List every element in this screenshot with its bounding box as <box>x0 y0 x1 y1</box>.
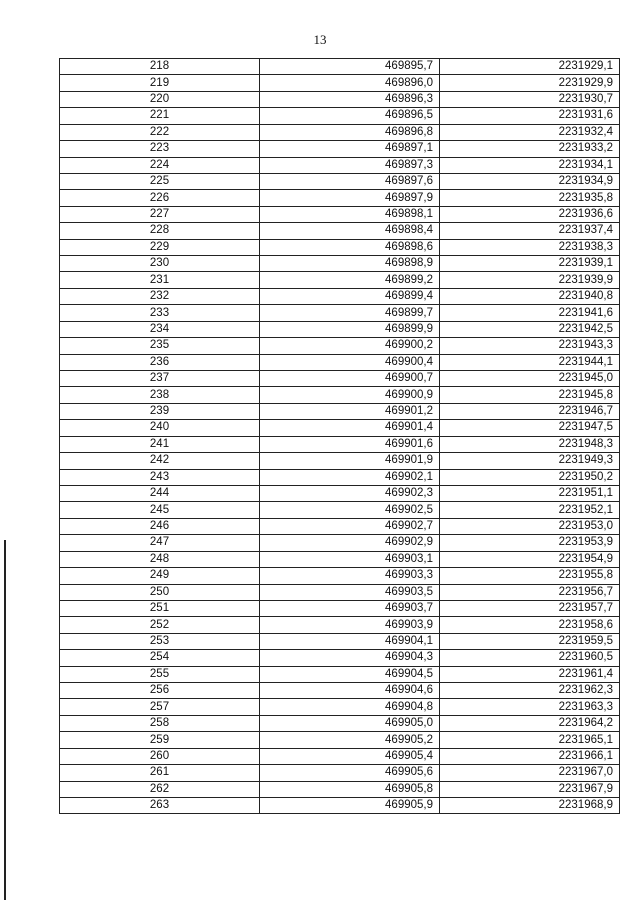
y-coordinate-cell: 2231954,9 <box>440 551 620 567</box>
x-coordinate-cell: 469902,9 <box>260 535 440 551</box>
y-coordinate-cell: 2231949,3 <box>440 453 620 469</box>
table-row <box>60 223 620 239</box>
table-row <box>60 551 620 567</box>
y-coordinate-cell: 2231952,1 <box>440 502 620 518</box>
y-coordinate-cell: 2231945,0 <box>440 371 620 387</box>
y-coordinate-cell: 2231953,0 <box>440 518 620 534</box>
point-number-cell: 240 <box>60 420 260 436</box>
y-coordinate-cell: 2231940,8 <box>440 288 620 304</box>
y-coordinate-cell: 2231942,5 <box>440 321 620 337</box>
table-row <box>60 190 620 206</box>
x-coordinate-cell: 469903,9 <box>260 617 440 633</box>
point-number-cell: 243 <box>60 469 260 485</box>
y-coordinate-cell: 2231945,8 <box>440 387 620 403</box>
y-coordinate-cell: 2231939,9 <box>440 272 620 288</box>
point-number-cell: 245 <box>60 502 260 518</box>
x-coordinate-cell: 469900,4 <box>260 354 440 370</box>
point-number-cell: 227 <box>60 206 260 222</box>
table-row <box>60 173 620 189</box>
x-coordinate-cell: 469897,6 <box>260 173 440 189</box>
point-number-cell: 222 <box>60 124 260 140</box>
point-number-cell: 256 <box>60 683 260 699</box>
y-coordinate-cell: 2231933,2 <box>440 141 620 157</box>
x-coordinate-cell: 469898,6 <box>260 239 440 255</box>
x-coordinate-cell: 469903,1 <box>260 551 440 567</box>
table-row <box>60 75 620 91</box>
x-coordinate-cell: 469895,7 <box>260 59 440 75</box>
x-coordinate-cell: 469896,0 <box>260 75 440 91</box>
table-row <box>60 206 620 222</box>
y-coordinate-cell: 2231934,9 <box>440 173 620 189</box>
x-coordinate-cell: 469899,4 <box>260 288 440 304</box>
x-coordinate-cell: 469900,2 <box>260 338 440 354</box>
y-coordinate-cell: 2231957,7 <box>440 600 620 616</box>
table-row <box>60 321 620 337</box>
point-number-cell: 226 <box>60 190 260 206</box>
point-number-cell: 255 <box>60 666 260 682</box>
y-coordinate-cell: 2231934,1 <box>440 157 620 173</box>
coordinates-table <box>59 58 620 814</box>
x-coordinate-cell: 469901,2 <box>260 403 440 419</box>
table-row <box>60 732 620 748</box>
table-row <box>60 469 620 485</box>
x-coordinate-cell: 469899,2 <box>260 272 440 288</box>
x-coordinate-cell: 469904,5 <box>260 666 440 682</box>
point-number-cell: 252 <box>60 617 260 633</box>
table-row <box>60 699 620 715</box>
point-number-cell: 232 <box>60 288 260 304</box>
x-coordinate-cell: 469897,3 <box>260 157 440 173</box>
table-row <box>60 124 620 140</box>
x-coordinate-cell: 469897,1 <box>260 141 440 157</box>
y-coordinate-cell: 2231963,3 <box>440 699 620 715</box>
x-coordinate-cell: 469902,7 <box>260 518 440 534</box>
table-row <box>60 354 620 370</box>
table-row <box>60 91 620 107</box>
x-coordinate-cell: 469905,9 <box>260 797 440 813</box>
table-row <box>60 535 620 551</box>
point-number-cell: 228 <box>60 223 260 239</box>
x-coordinate-cell: 469900,9 <box>260 387 440 403</box>
x-coordinate-cell: 469897,9 <box>260 190 440 206</box>
y-coordinate-cell: 2231961,4 <box>440 666 620 682</box>
y-coordinate-cell: 2231958,6 <box>440 617 620 633</box>
point-number-cell: 246 <box>60 518 260 534</box>
x-coordinate-cell: 469896,5 <box>260 108 440 124</box>
table-row <box>60 797 620 813</box>
table-row <box>60 436 620 452</box>
y-coordinate-cell: 2231955,8 <box>440 568 620 584</box>
y-coordinate-cell: 2231964,2 <box>440 715 620 731</box>
point-number-cell: 253 <box>60 633 260 649</box>
table-row <box>60 650 620 666</box>
x-coordinate-cell: 469896,3 <box>260 91 440 107</box>
table-row <box>60 387 620 403</box>
y-coordinate-cell: 2231962,3 <box>440 683 620 699</box>
table-row <box>60 256 620 272</box>
table-row <box>60 748 620 764</box>
point-number-cell: 244 <box>60 485 260 501</box>
y-coordinate-cell: 2231967,0 <box>440 765 620 781</box>
point-number-cell: 262 <box>60 781 260 797</box>
y-coordinate-cell: 2231930,7 <box>440 91 620 107</box>
table-row <box>60 453 620 469</box>
table-row <box>60 141 620 157</box>
table-row <box>60 420 620 436</box>
table-row <box>60 239 620 255</box>
y-coordinate-cell: 2231966,1 <box>440 748 620 764</box>
point-number-cell: 220 <box>60 91 260 107</box>
page-number: 13 <box>313 32 327 47</box>
table-row <box>60 288 620 304</box>
point-number-cell: 263 <box>60 797 260 813</box>
table-row <box>60 781 620 797</box>
y-coordinate-cell: 2231941,6 <box>440 305 620 321</box>
y-coordinate-cell: 2231960,5 <box>440 650 620 666</box>
point-number-cell: 237 <box>60 371 260 387</box>
x-coordinate-cell: 469902,5 <box>260 502 440 518</box>
point-number-cell: 238 <box>60 387 260 403</box>
table-row <box>60 305 620 321</box>
x-coordinate-cell: 469902,1 <box>260 469 440 485</box>
x-coordinate-cell: 469905,0 <box>260 715 440 731</box>
point-number-cell: 250 <box>60 584 260 600</box>
x-coordinate-cell: 469905,4 <box>260 748 440 764</box>
x-coordinate-cell: 469898,9 <box>260 256 440 272</box>
y-coordinate-cell: 2231965,1 <box>440 732 620 748</box>
point-number-cell: 247 <box>60 535 260 551</box>
y-coordinate-cell: 2231929,9 <box>440 75 620 91</box>
y-coordinate-cell: 2231932,4 <box>440 124 620 140</box>
point-number-cell: 221 <box>60 108 260 124</box>
point-number-cell: 230 <box>60 256 260 272</box>
y-coordinate-cell: 2231956,7 <box>440 584 620 600</box>
y-coordinate-cell: 2231943,3 <box>440 338 620 354</box>
y-coordinate-cell: 2231951,1 <box>440 485 620 501</box>
y-coordinate-cell: 2231937,4 <box>440 223 620 239</box>
point-number-cell: 242 <box>60 453 260 469</box>
x-coordinate-cell: 469899,7 <box>260 305 440 321</box>
point-number-cell: 249 <box>60 568 260 584</box>
point-number-cell: 233 <box>60 305 260 321</box>
table-row <box>60 338 620 354</box>
y-coordinate-cell: 2231968,9 <box>440 797 620 813</box>
table-row <box>60 403 620 419</box>
x-coordinate-cell: 469905,8 <box>260 781 440 797</box>
x-coordinate-cell: 469898,4 <box>260 223 440 239</box>
table-row <box>60 633 620 649</box>
y-coordinate-cell: 2231953,9 <box>440 535 620 551</box>
table-row <box>60 715 620 731</box>
table-row <box>60 272 620 288</box>
y-coordinate-cell: 2231935,8 <box>440 190 620 206</box>
table-row <box>60 765 620 781</box>
x-coordinate-cell: 469904,6 <box>260 683 440 699</box>
point-number-cell: 236 <box>60 354 260 370</box>
point-number-cell: 235 <box>60 338 260 354</box>
table-row <box>60 584 620 600</box>
y-coordinate-cell: 2231939,1 <box>440 256 620 272</box>
x-coordinate-cell: 469896,8 <box>260 124 440 140</box>
point-number-cell: 234 <box>60 321 260 337</box>
table-row <box>60 568 620 584</box>
point-number-cell: 257 <box>60 699 260 715</box>
point-number-cell: 239 <box>60 403 260 419</box>
y-coordinate-cell: 2231931,6 <box>440 108 620 124</box>
table-row <box>60 600 620 616</box>
x-coordinate-cell: 469898,1 <box>260 206 440 222</box>
point-number-cell: 260 <box>60 748 260 764</box>
y-coordinate-cell: 2231929,1 <box>440 59 620 75</box>
table-row <box>60 518 620 534</box>
point-number-cell: 231 <box>60 272 260 288</box>
point-number-cell: 218 <box>60 59 260 75</box>
x-coordinate-cell: 469901,4 <box>260 420 440 436</box>
y-coordinate-cell: 2231950,2 <box>440 469 620 485</box>
point-number-cell: 223 <box>60 141 260 157</box>
table-row <box>60 485 620 501</box>
x-coordinate-cell: 469899,9 <box>260 321 440 337</box>
y-coordinate-cell: 2231967,9 <box>440 781 620 797</box>
table-row <box>60 108 620 124</box>
x-coordinate-cell: 469904,1 <box>260 633 440 649</box>
point-number-cell: 229 <box>60 239 260 255</box>
x-coordinate-cell: 469904,3 <box>260 650 440 666</box>
table-row <box>60 502 620 518</box>
scan-margin-line <box>4 540 6 900</box>
x-coordinate-cell: 469903,7 <box>260 600 440 616</box>
table-row <box>60 666 620 682</box>
point-number-cell: 258 <box>60 715 260 731</box>
x-coordinate-cell: 469905,6 <box>260 765 440 781</box>
table-row <box>60 683 620 699</box>
x-coordinate-cell: 469904,8 <box>260 699 440 715</box>
x-coordinate-cell: 469903,5 <box>260 584 440 600</box>
x-coordinate-cell: 469903,3 <box>260 568 440 584</box>
x-coordinate-cell: 469902,3 <box>260 485 440 501</box>
table-row <box>60 371 620 387</box>
y-coordinate-cell: 2231936,6 <box>440 206 620 222</box>
point-number-cell: 261 <box>60 765 260 781</box>
x-coordinate-cell: 469900,7 <box>260 371 440 387</box>
x-coordinate-cell: 469901,9 <box>260 453 440 469</box>
x-coordinate-cell: 469905,2 <box>260 732 440 748</box>
point-number-cell: 251 <box>60 600 260 616</box>
y-coordinate-cell: 2231948,3 <box>440 436 620 452</box>
table-row <box>60 617 620 633</box>
y-coordinate-cell: 2231947,5 <box>440 420 620 436</box>
table-row <box>60 59 620 75</box>
point-number-cell: 248 <box>60 551 260 567</box>
point-number-cell: 254 <box>60 650 260 666</box>
y-coordinate-cell: 2231944,1 <box>440 354 620 370</box>
point-number-cell: 225 <box>60 173 260 189</box>
point-number-cell: 219 <box>60 75 260 91</box>
table-row <box>60 157 620 173</box>
y-coordinate-cell: 2231959,5 <box>440 633 620 649</box>
point-number-cell: 241 <box>60 436 260 452</box>
x-coordinate-cell: 469901,6 <box>260 436 440 452</box>
coordinates-table-body <box>60 59 620 814</box>
y-coordinate-cell: 2231946,7 <box>440 403 620 419</box>
point-number-cell: 224 <box>60 157 260 173</box>
y-coordinate-cell: 2231938,3 <box>440 239 620 255</box>
point-number-cell: 259 <box>60 732 260 748</box>
